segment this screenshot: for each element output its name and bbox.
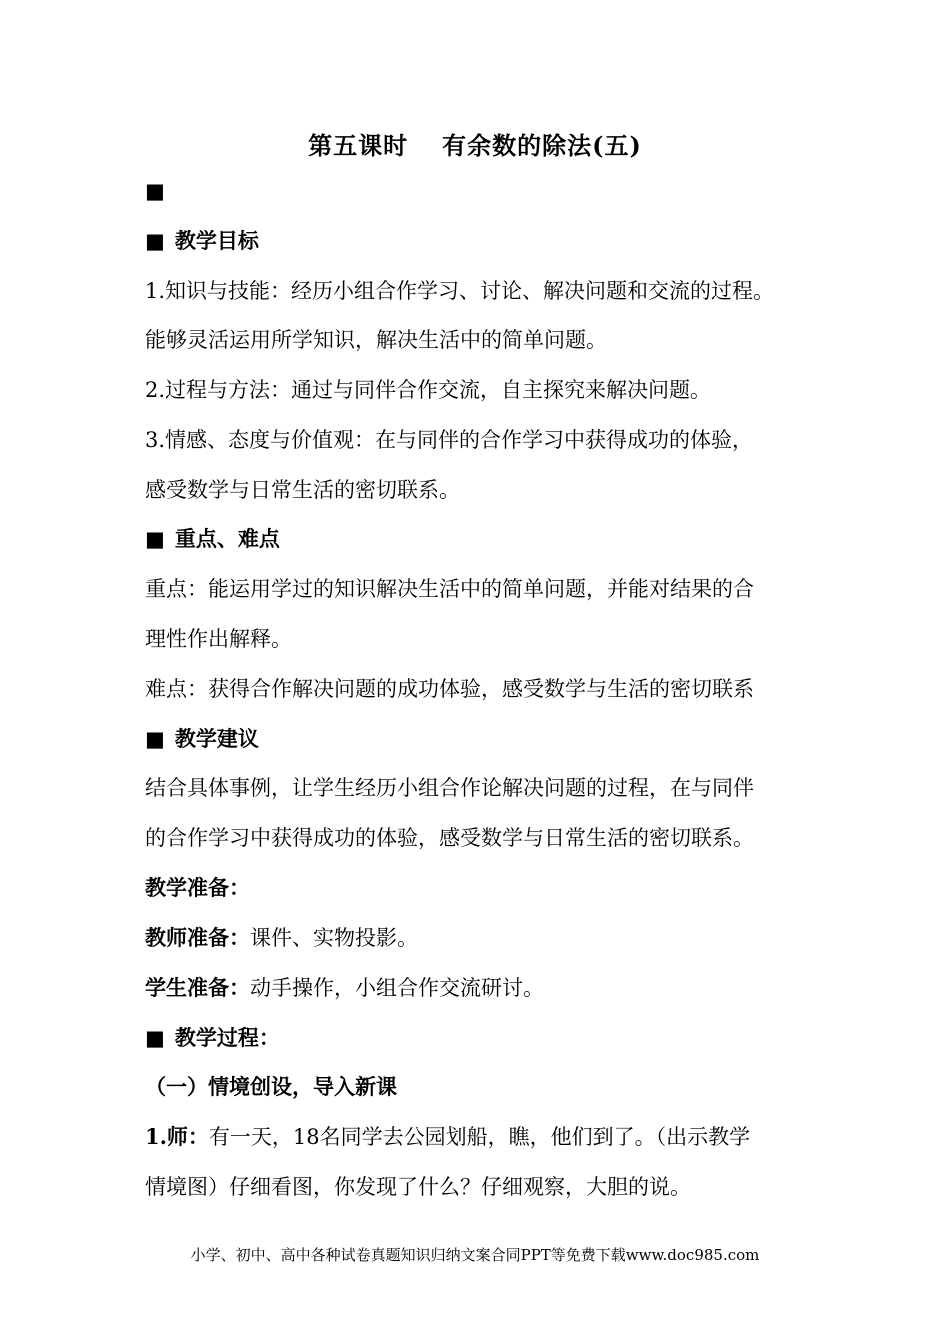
process-item-1-text: 有一天，18名同学去公园划船，瞧，他们到了。（出示教学 xyxy=(208,1125,751,1149)
teacher-prep-text: 课件、实物投影。 xyxy=(250,926,418,950)
goals-line-5: 感受数学与日常生活的密切联系。 xyxy=(145,478,460,502)
process-item-1 xyxy=(145,1122,750,1152)
teacher-prep-label: 教师准备： xyxy=(145,925,250,950)
heading-advice xyxy=(145,724,259,754)
heading-advice-text: 教学建议 xyxy=(174,726,259,751)
process-item-1-label: 1.师： xyxy=(145,1124,209,1149)
heading-key xyxy=(145,524,280,554)
key-line-2: 理性作出解释。 xyxy=(145,627,292,651)
bullet-square-icon: ■ xyxy=(145,228,165,253)
process-item-1-line-2: 情境图）仔细看图，你发现了什么？仔细观察，大胆的说。 xyxy=(145,1175,691,1199)
empty-bullet-line xyxy=(145,176,175,206)
student-prep-text: 动手操作，小组合作交流研讨。 xyxy=(250,976,544,1000)
heading-goals xyxy=(145,226,259,256)
heading-goals-text: 教学目标 xyxy=(174,228,259,253)
page-title xyxy=(0,126,950,161)
key-line-3: 难点：获得合作解决问题的成功体验，感受数学与生活的密切联系 xyxy=(145,677,754,701)
process-section-1: （一）情境创设，导入新课 xyxy=(145,1074,397,1099)
teacher-prep-line xyxy=(145,923,418,953)
advice-line-1: 结合具体事例，让学生经历小组合作论解决问题的过程，在与同伴 xyxy=(145,776,754,800)
student-prep-label: 学生准备： xyxy=(145,975,250,1000)
title-part2: 有余数的除法(五) xyxy=(442,131,642,160)
page-footer: 小学、初中、高中各种试卷真题知识归纳文案合同PPT等免费下载www.doc985.com xyxy=(190,1246,760,1264)
goals-line-2: 能够灵活运用所学知识，解决生活中的简单问题。 xyxy=(145,328,607,352)
bullet-square-icon: ■ xyxy=(145,726,165,751)
title-part1: 第五课时 xyxy=(308,131,409,160)
bullet-square-icon: ■ xyxy=(145,1025,165,1050)
advice-line-2: 的合作学习中获得成功的体验，感受数学与日常生活的密切联系。 xyxy=(145,826,754,850)
key-line-1: 重点：能运用学过的知识解决生活中的简单问题，并能对结果的合 xyxy=(145,577,754,601)
heading-key-text: 重点、难点 xyxy=(174,526,280,551)
student-prep-line xyxy=(145,973,544,1003)
heading-process-text: 教学过程： xyxy=(174,1025,280,1050)
goals-line-1: 1.知识与技能：经历小组合作学习、讨论、解决问题和交流的过程。 xyxy=(145,279,775,303)
heading-process xyxy=(145,1023,280,1053)
bullet-square-icon: ■ xyxy=(145,526,165,551)
bullet-square-icon: ■ xyxy=(145,178,165,203)
prep-heading: 教学准备： xyxy=(145,875,250,900)
goals-line-4: 3.情感、态度与价值观：在与同伴的合作学习中获得成功的体验， xyxy=(145,428,754,452)
goals-line-3: 2.过程与方法：通过与同伴合作交流，自主探究来解决问题。 xyxy=(145,378,712,402)
